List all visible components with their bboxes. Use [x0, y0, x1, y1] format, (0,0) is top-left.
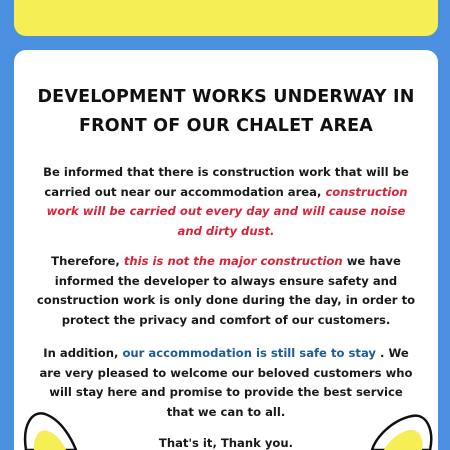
title-line-1: DEVELOPMENT WORKS UNDERWAY IN — [37, 87, 415, 107]
title-line-2: FRONT OF OUR CHALET AREA — [78, 116, 374, 136]
paragraph-developer — [36, 252, 416, 330]
paragraph-safety — [36, 344, 416, 422]
notice-card — [14, 50, 438, 450]
closing-text: That's it, Thank you. — [158, 436, 294, 450]
safety-dot: . — [380, 346, 385, 360]
safety-highlight: our accommodation is still safe to stay — [122, 346, 376, 360]
developer-highlight: this is not the major construction — [123, 254, 343, 268]
safety-text: We are very pleased to welcome our beloved customers who will stay here and promise to provide the best service that we can to all. — [39, 346, 413, 419]
intro-text: Be informed that there is construction work that will be carried out near our accommodation area, — [43, 165, 409, 199]
notice-title — [14, 83, 438, 141]
top-banner — [14, 0, 438, 36]
intro-warning: construction work will be carried out every day and will cause noise and dirty dust. — [46, 184, 408, 238]
safety-intro: In addition, — [43, 346, 119, 360]
developer-text: we have informed the developer to always ensure safety and construction work is only done during the day, in order to protect the privacy and comfort of our customers. — [36, 254, 416, 327]
paragraph-intro — [36, 163, 416, 241]
developer-intro: Therefore, — [51, 254, 120, 268]
